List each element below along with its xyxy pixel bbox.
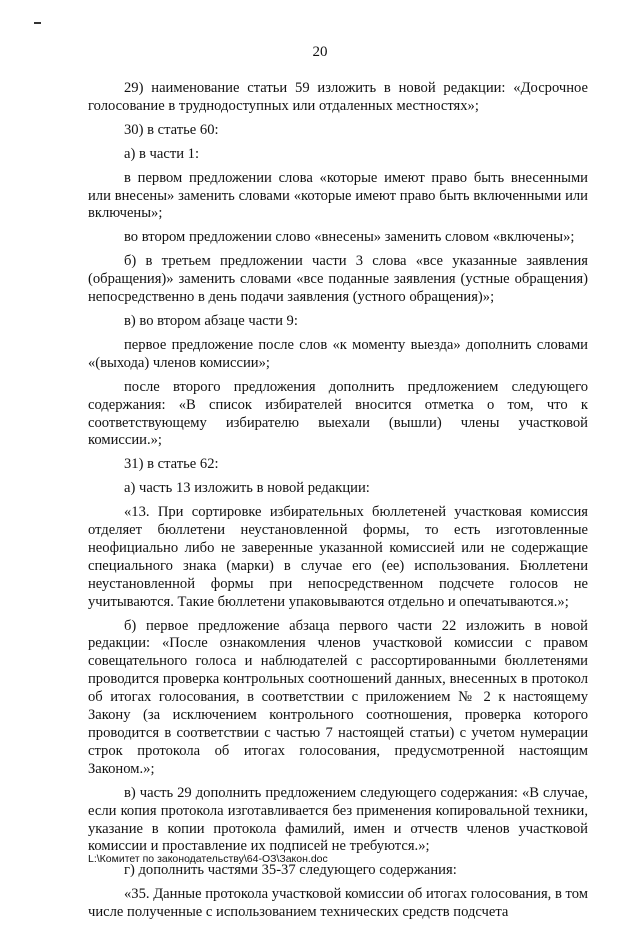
paragraph: 31) в статье 62:: [124, 456, 219, 473]
corner-mark: [34, 22, 41, 24]
paragraph: во втором предложении слово «внесены» заменить словом «включены»;: [124, 229, 575, 246]
paragraph: б) первое предложение абзаца первого части 22 изложить в новой редакции: «После ознакомления членов участковой комиссии с правом совещательного голоса и наблюдателей с рассортированными бюллетенями проводится проверка контрольных соотношений данных, внесенных в протокол об итогах голосования, в соответствии с приложением № 2 к настоящему Закону (за исключением контрольного соотношения, проверка которого проводится в соответствии с частью 7 настоящей статьи) с учетом нумерации строк протокола об итогах голосования, предусмотренной настоящим Законом.»;: [88, 617, 588, 777]
file-path-footer: L:\Комитет по законодательству\64-ОЗ\Закон.doc: [88, 853, 328, 865]
paragraph: 30) в статье 60:: [124, 121, 219, 138]
paragraph: б) в третьем предложении части 3 слова «все указанные заявления (обращения)» заменить словами «все поданные заявления (устные обращения) непосредственно в день подачи заявления (устного обращения)»;: [88, 253, 588, 306]
paragraph: в) во втором абзаце части 9:: [124, 312, 298, 329]
paragraph: 29) наименование статьи 59 изложить в новой редакции: «Досрочное голосование в труднодоступных или отдаленных местностях»;: [88, 80, 588, 114]
paragraph: в) часть 29 дополнить предложением следующего содержания: «В случае, если копия протокола изготавливается без применения копировальной техники, указание в копии протокола фамилий, имен и отчеств членов участковой комиссии и проставление их подписей не требуются.»;: [88, 784, 588, 855]
paragraph: «13. При сортировке избирательных бюллетеней участковая комиссия отделяет бюллетени неустановленной формы, то есть изготовленные неофициально либо не заверенные указанной комиссией или не содержащие специального знака (марки) в случае его (ее) использования. Бюллетени неустановленной формы при непосредственном подсчете голосов не учитываются. Такие бюллетени упаковываются отдельно и опечатываются.»;: [88, 504, 588, 610]
paragraph: а) в части 1:: [124, 145, 200, 162]
paragraph: г) дополнить частями 35-37 следующего содержания:: [124, 862, 457, 879]
paragraph: в первом предложении слова «которые имеют право быть внесенными или внесены» заменить словами «которые имеют право быть включенными или включены»;: [88, 169, 588, 222]
document-body: [88, 80, 588, 928]
paragraph: первое предложение после слов «к моменту выезда» дополнить словами «(выхода) членов комиссии»;: [88, 336, 588, 371]
paragraph: а) часть 13 изложить в новой редакции:: [124, 480, 370, 497]
paragraph: «35. Данные протокола участковой комиссии об итогах голосования, в том числе полученные с использованием технических средств подсчета: [88, 886, 588, 921]
page-number: 20: [312, 44, 328, 60]
paragraph: после второго предложения дополнить предложением следующего содержания: «В список избирателей вносится отметка о том, что к соответствующему избирателю выехали (вышли) члены участковой комиссии.»;: [88, 378, 588, 449]
